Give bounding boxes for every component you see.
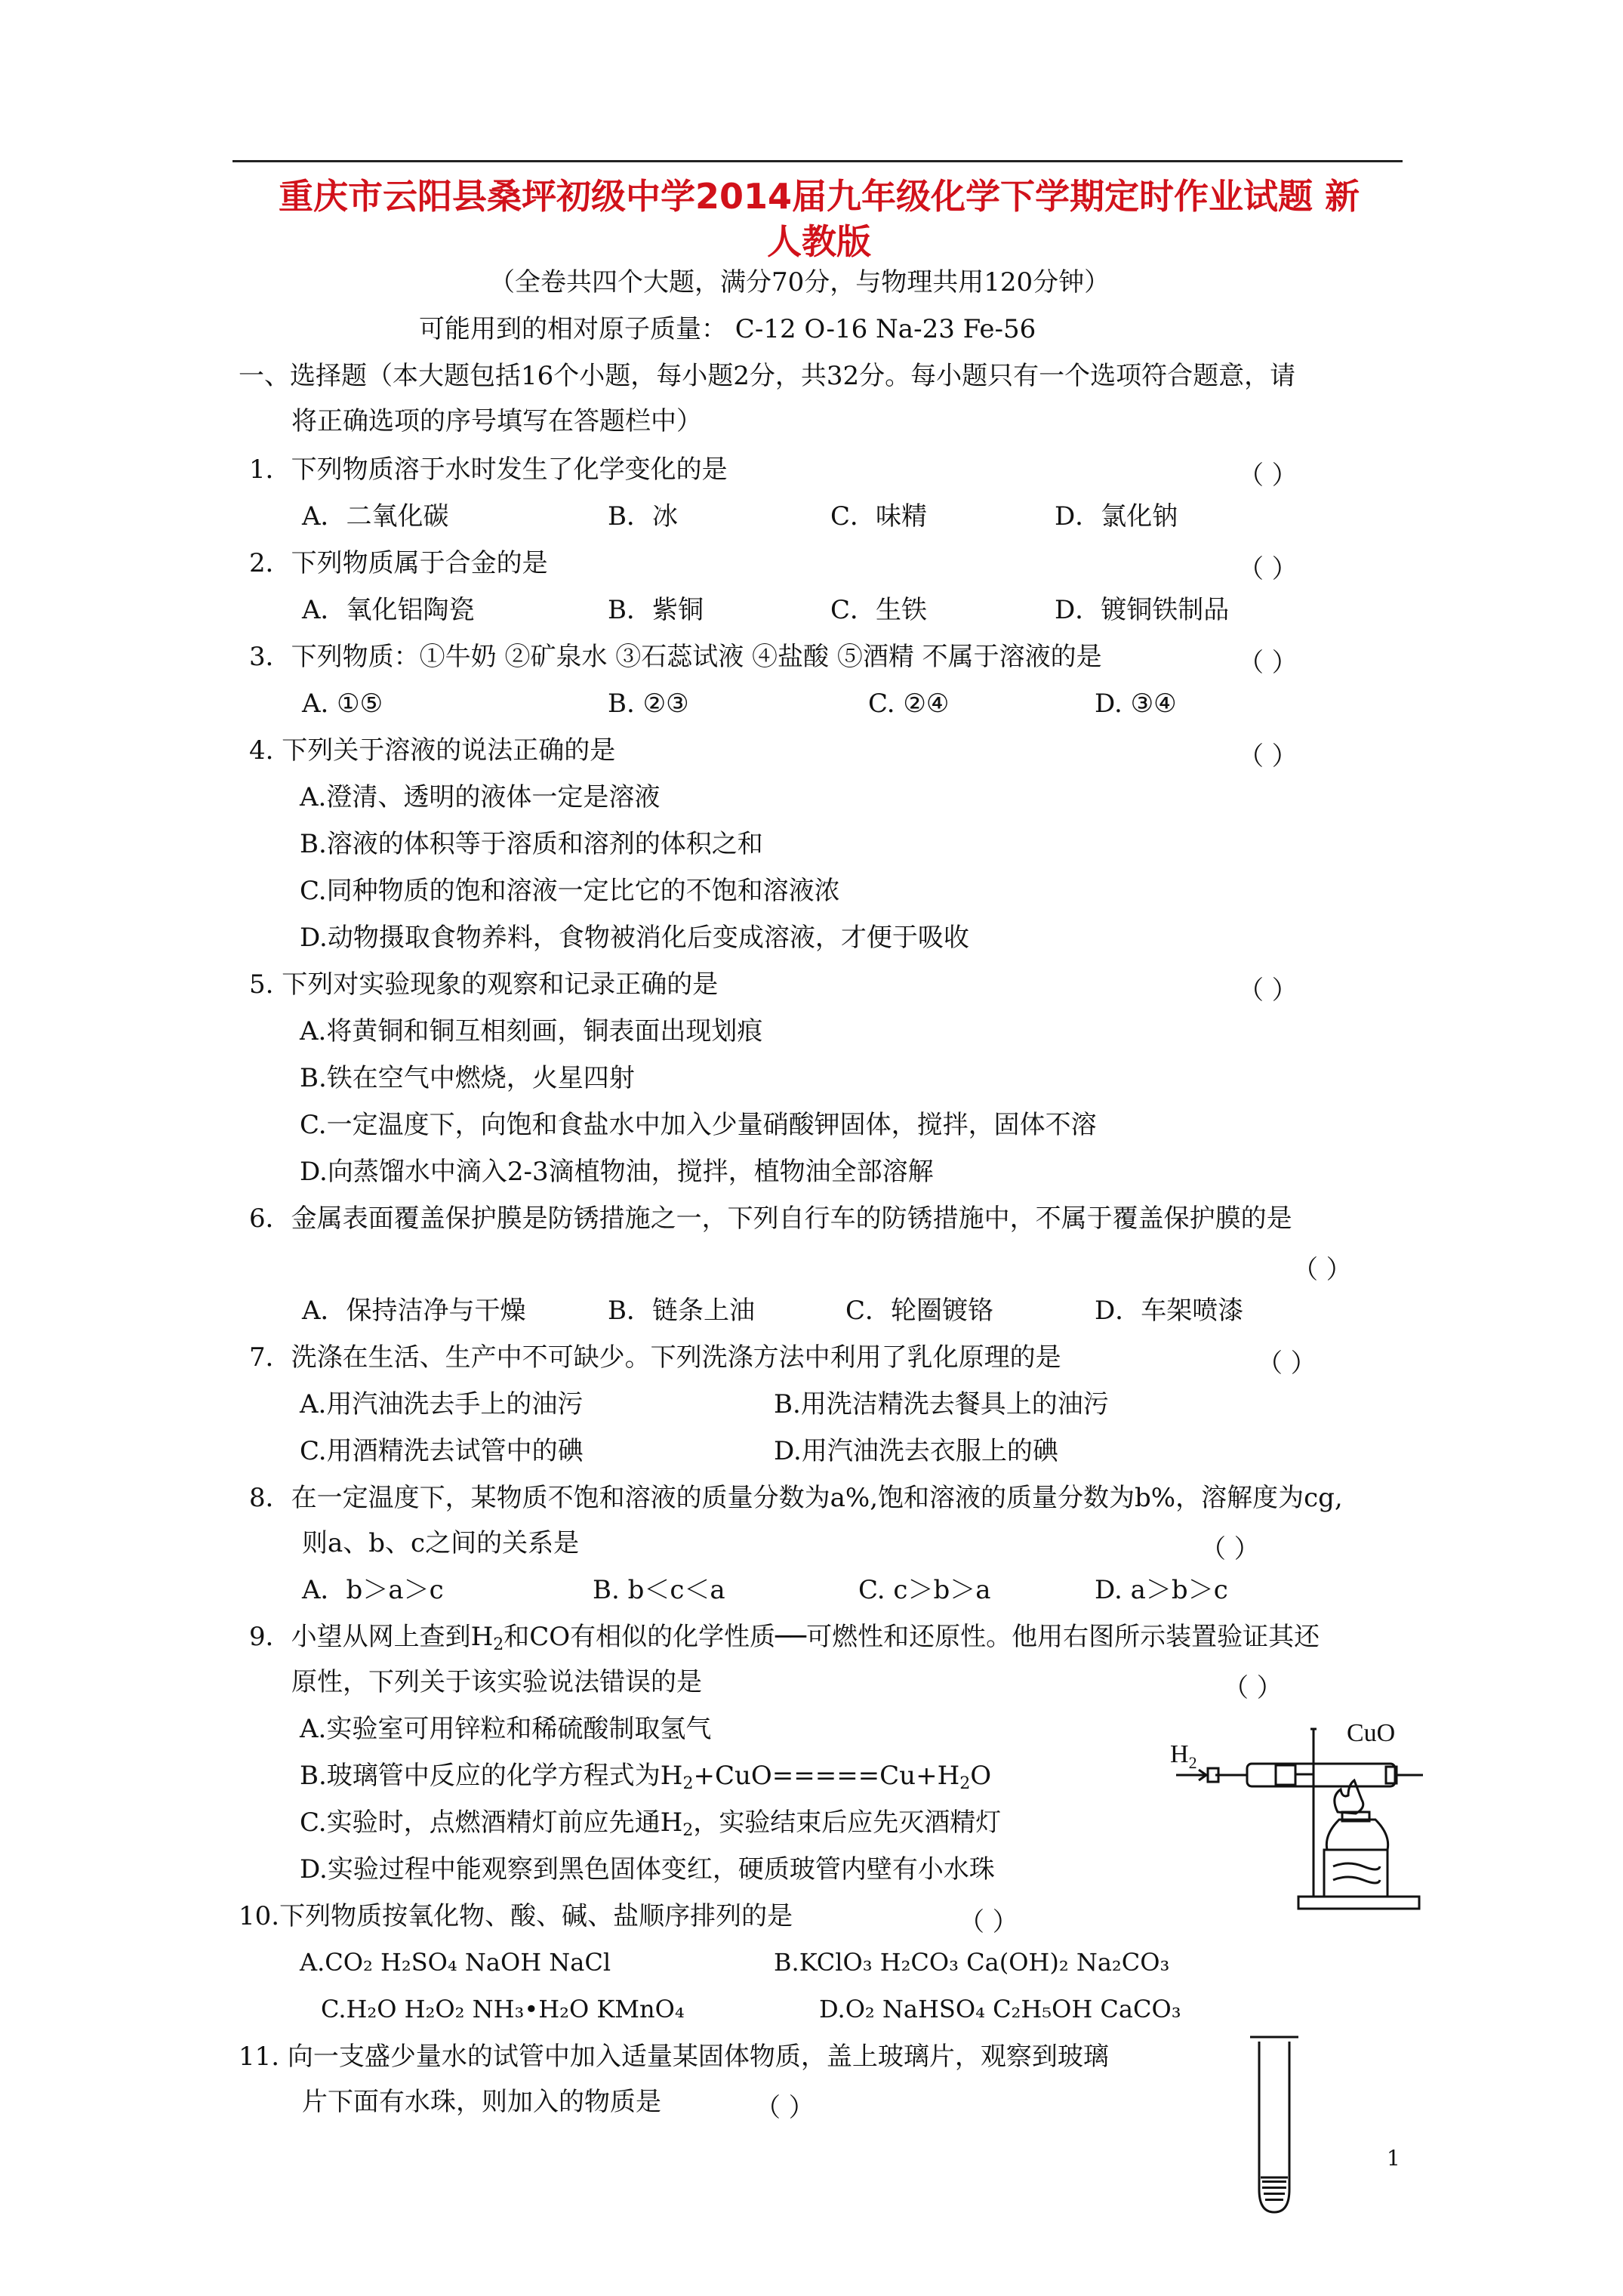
q9-answer-paren: （ ） [1223,1673,1283,1703]
q4-option-c: C.同种物质的饱和溶液一定比它的不饱和溶液浓 [300,876,840,906]
q10-option-c: C.H₂O H₂O₂ NH₃•H₂O KMnO₄ [321,1995,685,2023]
q10-option-d: D.O₂ NaHSO₄ C₂H₅OH CaCO₃ [819,1995,1181,2023]
q5-answer-paren: （ ） [1238,975,1298,1006]
q11-stem-line2: 片下面有水珠，则加入的物质是 [302,2087,661,2117]
q5-option-b: B.铁在空气中燃烧，火星四射 [300,1063,635,1093]
q5-option-a: A.将黄铜和铜互相刻画，铜表面出现划痕 [300,1016,763,1046]
q1-stem: 1．下列物质溶于水时发生了化学变化的是 [249,455,728,485]
atomic-masses: 可能用到的相对原子质量： C-12 O-16 Na-23 Fe-56 [419,314,1036,344]
q7-option-d: D.用汽油洗去衣服上的碘 [774,1436,1058,1466]
q2-stem: 2．下列物质属于合金的是 [249,548,548,578]
q6-option-c: C．轮圈镀铬 [845,1296,994,1326]
q2-option-d: D．镀铜铁制品 [1055,595,1230,625]
top-rule [233,160,1403,162]
title-line-2: 人教版 [767,221,871,262]
q3-option-b: B. ②③ [608,689,689,719]
q8-option-a: A．b＞a＞c [302,1575,444,1605]
q6-option-a: A．保持洁净与干燥 [302,1296,526,1326]
q11-answer-paren: （ ） [755,2093,815,2123]
q8-answer-paren: （ ） [1200,1534,1260,1564]
q2-option-c: C．生铁 [830,595,928,625]
q7-option-c: C.用酒精洗去试管中的碘 [300,1436,584,1466]
q10-option-a: A.CO₂ H₂SO₄ NaOH NaCl [300,1948,611,1977]
q4-option-d: D.动物摄取食物养料，食物被消化后变成溶液，才便于吸收 [300,923,969,953]
q4-option-a: A.澄清、透明的液体一定是溶液 [300,782,661,812]
test-tube-figure [1246,2031,1306,2220]
q2-option-a: A．氧化铝陶瓷 [302,595,475,625]
q6-answer-paren: （ ） [1292,1255,1352,1285]
q3-option-c: C. ②④ [868,689,950,719]
figure-label-h2: $H_2$ [1170,1740,1197,1772]
q5-option-c: C.一定温度下，向饱和食盐水中加入少量硝酸钾固体，搅拌，固体不溶 [300,1110,1097,1140]
exam-info: （全卷共四个大题，满分70分，与物理共用120分钟） [489,267,1110,297]
q8-option-b: B. b＜c＜a [593,1575,725,1605]
q8-option-d: D. a＞b＞c [1095,1575,1228,1605]
q10-answer-paren: （ ） [959,1907,1018,1937]
q4-answer-paren: （ ） [1238,741,1298,772]
q1-answer-paren: （ ） [1238,461,1298,491]
q6-option-d: D．车架喷漆 [1095,1296,1244,1326]
q1-option-b: B．冰 [608,501,678,532]
section1-instruction: 将正确选项的序号填写在答题栏中） [291,406,702,436]
q1-option-a: A．二氧化碳 [302,501,449,532]
q9-stem-line1: 9．小望从网上查到$H_2$和CO有相似的化学性质──可燃性和还原性。他用右图所示装置验证其还 [249,1622,1320,1654]
q3-answer-paren: （ ） [1238,648,1298,678]
q6-option-b: B．链条上油 [608,1296,755,1326]
q5-stem: 5. 下列对实验现象的观察和记录正确的是 [249,969,719,1000]
q8-stem-line2: 则a、b、c之间的关系是 [302,1528,580,1558]
q7-option-a: A.用汽油洗去手上的油污 [300,1389,584,1419]
section1-heading: 一、选择题（本大题包括16个小题，每小题2分，共32分。每小题只有一个选项符合题意，请 [239,361,1296,391]
q6-stem: 6．金属表面覆盖保护膜是防锈措施之一，下列自行车的防锈措施中，不属于覆盖保护膜的是 [249,1203,1292,1234]
figure-label-cuo: CuO [1347,1719,1396,1747]
q1-option-d: D．氯化钠 [1055,501,1178,532]
q7-stem: 7．洗涤在生活、生产中不可缺少。下列洗涤方法中利用了乳化原理的是 [249,1342,1061,1373]
q4-stem: 4. 下列关于溶液的说法正确的是 [249,735,616,766]
q5-option-d: D.向蒸馏水中滴入2-3滴植物油，搅拌，植物油全部溶解 [300,1157,934,1187]
q9-option-d: D.实验过程中能观察到黑色固体变红，硬质玻管内壁有小水珠 [300,1854,995,1885]
q9-stem-line2: 原性，下列关于该实验说法错误的是 [291,1667,702,1697]
q1-option-c: C．味精 [830,501,928,532]
page-number: 1 [1387,2146,1400,2171]
title-line-1: 重庆市云阳县桑坪初级中学2014届九年级化学下学期定时作业试题 新 [278,176,1360,217]
q3-option-d: D. ③④ [1095,689,1177,719]
q9-option-c: C.实验时，点燃酒精灯前应先通$H_2$，实验结束后应先灭酒精灯 [300,1808,1002,1840]
q4-option-b: B.溶液的体积等于溶质和溶剂的体积之和 [300,829,763,859]
q10-stem: 10.下列物质按氧化物、酸、碱、盐顺序排列的是 [239,1901,793,1931]
q9-option-a: A.实验室可用锌粒和稀硫酸制取氢气 [300,1714,712,1744]
q8-option-c: C. c＞b＞a [858,1575,991,1605]
q3-option-a: A. ①⑤ [302,689,383,719]
q7-answer-paren: （ ） [1257,1348,1317,1379]
q11-stem-line1: 11. 向一支盛少量水的试管中加入适量某固体物质，盖上玻璃片，观察到玻璃 [239,2042,1109,2072]
q10-option-b: B.KClO₃ H₂CO₃ Ca(OH)₂ Na₂CO₃ [774,1948,1170,1977]
q7-option-b: B.用洗洁精洗去餐具上的油污 [774,1389,1109,1419]
q2-option-b: B．紫铜 [608,595,704,625]
hydrogen-reduction-apparatus-figure [1163,1699,1434,1925]
q9-option-b: B.玻璃管中反应的化学方程式为$H_2+CuO=====Cu+H_2O$ [300,1761,992,1793]
q3-stem: 3．下列物质：①牛奶 ②矿泉水 ③石蕊试液 ④盐酸 ⑤酒精 不属于溶液的是 [249,642,1102,672]
q2-answer-paren: （ ） [1238,554,1298,584]
q8-stem-line1: 8．在一定温度下，某物质不饱和溶液的质量分数为a%,饱和溶液的质量分数为b%，溶解度为cg, [249,1483,1343,1513]
